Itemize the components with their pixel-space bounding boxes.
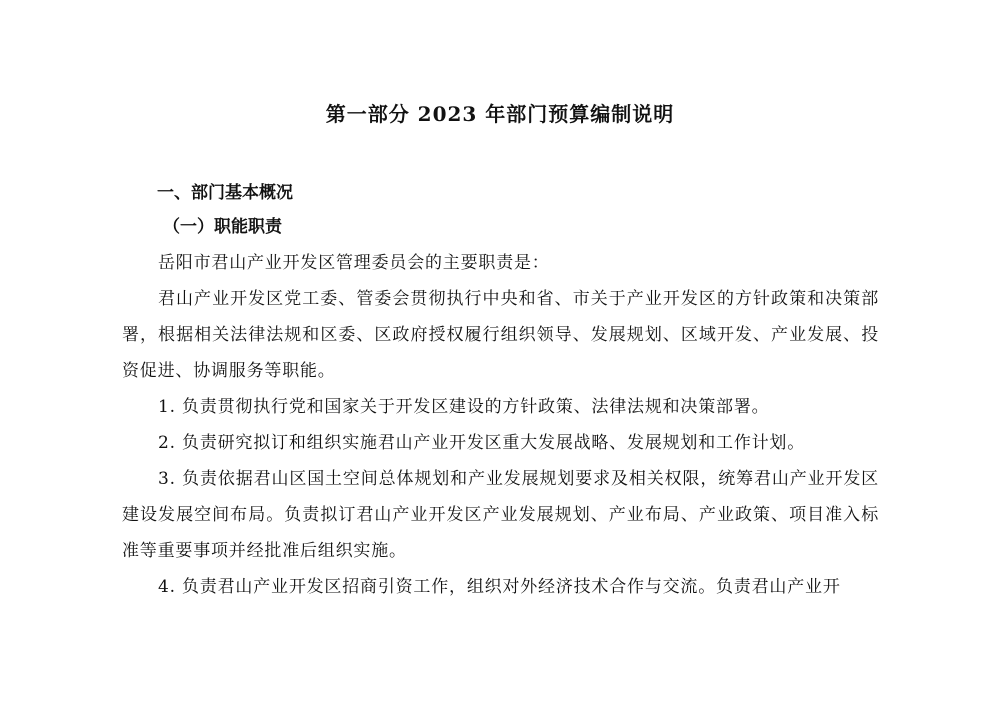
paragraph-main-duties: 君山产业开发区党工委、管委会贯彻执行中央和省、市关于产业开发区的方针政策和决策部署，根据相关法律法规和区委、区政府授权履行组织领导、发展规划、区域开发、产业发展、投资促进、协调服务等职能。 <box>122 289 879 381</box>
paragraph-item-1: 1. 负责贯彻执行党和国家关于开发区建设的方针政策、法律法规和决策部署。 <box>158 397 770 417</box>
paragraph-item-4: 4. 负责君山产业开发区招商引资工作，组织对外经济技术合作与交流。负责君山产业开 <box>158 577 841 597</box>
paragraph-item-2: 2. 负责研究拟订和组织实施君山产业开发区重大发展战略、发展规划和工作计划。 <box>158 433 806 453</box>
subsection-heading-functions: （一）职能职责 <box>163 217 282 237</box>
paragraph-intro: 岳阳市君山产业开发区管理委员会的主要职责是： <box>158 253 550 273</box>
paragraph-item-3: 3. 负责依据君山区国土空间总体规划和产业发展规划要求及相关权限，统筹君山产业开发区建设发展空间布局。负责拟订君山产业开发区产业发展规划、产业布局、产业政策、项目准入标准等重要事项并经批准后组织实施。 <box>122 469 879 561</box>
page-title: 第一部分 2023 年部门预算编制说明 <box>325 102 675 126</box>
section-heading-basic-overview: 一、部门基本概况 <box>157 183 293 203</box>
